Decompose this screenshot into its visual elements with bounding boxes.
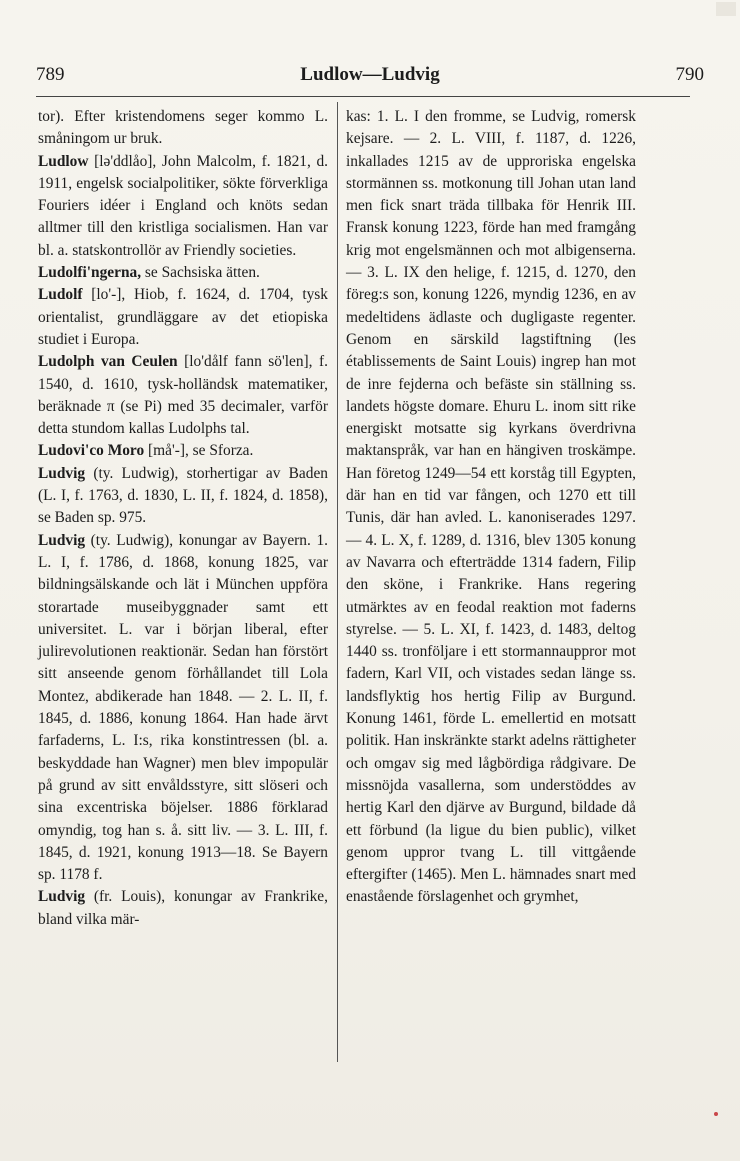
header-rule [36, 96, 690, 97]
entry-text: se Sachsiska ätten. [144, 264, 260, 282]
entry [38, 351, 328, 440]
entry-headword: Ludolf [38, 286, 83, 304]
right-column [346, 106, 636, 909]
entry-headword: Ludlow [38, 152, 89, 170]
entry [38, 530, 328, 887]
page-header [30, 64, 710, 94]
ink-speck [714, 1112, 718, 1116]
running-title: Ludlow—Ludvig [300, 64, 440, 85]
entry [38, 262, 328, 284]
entry-text: [må'-], se Sforza. [148, 442, 254, 460]
right-page-number: 790 [675, 64, 704, 85]
entry-headword: Ludvig [38, 464, 86, 482]
entry [38, 463, 328, 530]
entry [38, 284, 328, 351]
entry-headword: Ludolph van Ceulen [38, 353, 178, 371]
entry-text: [lo'dålf fann sö'len], f. 1540, d. 1610, tysk-holländsk matematiker, beräknade π (se Pi) med 35 decimaler, varför detta stundom kallas Ludolphs tal. [38, 353, 328, 438]
entry [38, 106, 328, 151]
entry-text: tor). Efter kristendomens seger kommo L. småningom ur bruk. [38, 108, 328, 148]
entry [38, 440, 328, 462]
entry-text: (fr. Louis), konungar av Frankrike, bland vilka mär- [38, 888, 328, 928]
entry [38, 151, 328, 262]
entry-text: [lə'ddlåo], John Malcolm, f. 1821, d. 1911, engelsk socialpolitiker, sökte förverkliga Fouriers idéer i England och knöts sedan alltmer till den kristliga socialismen. Han var bl. a. statskontrollör av Friendly societies. [38, 152, 328, 259]
entry-headword: Ludvig [38, 531, 86, 549]
column-divider [337, 102, 338, 1062]
entry-text: (ty. Ludwig), storhertigar av Baden (L. I, f. 1763, d. 1830, L. II, f. 1824, d. 1858), se Baden sp. 975. [38, 464, 328, 527]
entry-text: [lo'-], Hiob, f. 1624, d. 1704, tysk orientalist, grundläggare av det etiopiska studiet i Europa. [38, 286, 328, 348]
left-page-number: 789 [36, 64, 65, 85]
left-column [38, 106, 328, 931]
page-corner-fold [716, 2, 736, 16]
entry-text: kas: 1. L. I den fromme, se Ludvig, romersk kejsare. — 2. L. VIII, f. 1187, d. 1226, inkallades 1215 av de upproriska engelska stormännen ss. motkonung till Johan utan land men fick snart träda tillbaka för Henrik III. Fransk konung 1223, förde han med framgång krig mot engelsmännen och mot albigenserna. — 3. L. IX den helige, f. 1215, d. 1270, den föreg:s son, konung 1226, myndig 1236, en av medeltidens ädlaste och dugligaste regenter. Genom en särskild lagstiftning (les établissements de Saint Louis) ingrep han mot de inre fejderna och befäste sin ställning ss. landets högste domare. Ehuru L. inom sitt rike energiskt motsatte sig kyrkans överdrivna maktanspråk, var han en hängiven troskämpe. Han företog 1249—54 ett korståg till Egypten, där han en tid var fången, och 1270 ett till Tunis, där han avled. L. kanoniserades 1297. — 4. L. X, f. 1289, d. 1316, blev 1305 konung av Navarra och efterträdde 1314 fadern, Filip den sköne, i Frankrike. Hans regering utmärktes av en feodal reaktion mot faderns styrelse. — 5. L. XI, f. 1423, d. 1483, deltog 1440 ss. tronföljare i ett stormannauppror mot fadern, Karl VII, och vistades sedan länge ss. landsflyktig hos hertig Filip av Burgund. Konung 1461, förde L. emellertid en motsatt politik. Han inskränkte starkt adelns rättigheter och omgav sig med lågbördiga rådgivare. De missnöjda vasallerna, som understöddes av hertig Karl den djärve av Burgund, bildade då ett förbund (la ligue du bien public), vilket genom uppror tvang L. till vittgående eftergifter (1465). Men L. hämnades snart med enastående förslagenhet och grymhet, [346, 108, 636, 906]
entry-text: (ty. Ludwig), konungar av Bayern. 1. L. I, f. 1786, d. 1868, konung 1825, var bildningsälskande och lät i München uppföra storartade museibyggnader samt ett universitet. L. var i början liberal, efter julirevolutionen reaktionär. Sedan han förstört sitt anseende genom förhållandet till Lola Montez, abdikerade han 1848. — 2. L. II, f. 1845, d. 1886, konung 1864. Han hade ärvt farfaderns, L. I:s, rika konstintressen (bl. a. beskyddade han Wagner) men blev impopulär på grund av sitt envåldsstyre, sitt slöseri och sina excentriska böjelser. 1886 förklarad omyndig, tog han s. å. sitt liv. — 3. L. III, f. 1845, d. 1921, konung 1913—18. Se Bayern sp. 1178 f. [38, 531, 328, 884]
entry-headword: Ludovi'co Moro [38, 442, 145, 460]
entry [38, 886, 328, 931]
entry [346, 106, 636, 909]
entry-headword: Ludolfi'ngerna, [38, 264, 142, 282]
entry-headword: Ludvig [38, 888, 86, 906]
